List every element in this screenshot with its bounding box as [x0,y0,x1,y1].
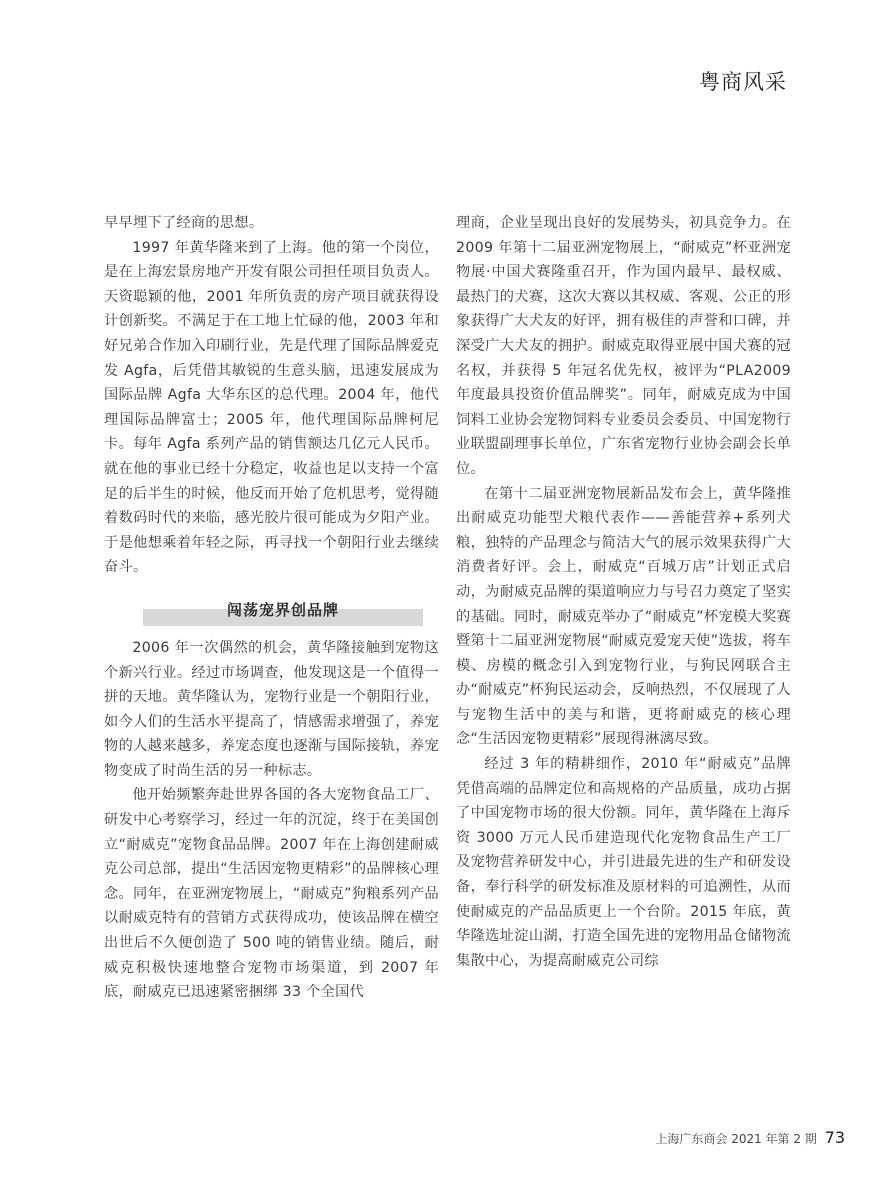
paragraph: 理商，企业呈现出良好的发展势头，初具竞争力。在 2009 年第十二届亚洲宠物展上，“耐威克”杯亚洲宠物展·中国犬赛隆重召开，作为国内最早、最权威、最热门的犬赛，这次大赛以其权威、客观、公正的形象获得广大犬友的好评，拥有极佳的声誉和口碑，并深受广大犬友的拥护。耐威克取得亚展中国犬赛的冠名权，并获得 5 年冠名优先权，被评为“PLA2009 年度最具投资价值品牌奖”。同年，耐威克成为中国饲料工业协会宠物饲料专业委员会委员、中国宠物行业联盟副理事长单位，广东省宠物行业协会副会长单位。 [456,215,791,477]
paragraph: 早早埋下了经商的思想。 [104,215,264,231]
paragraph: 他开始频繁奔赴世界各国的各大宠物食品工厂、研发中心考察学习，经过一年的沉淀，终于在美国创立“耐威克”宠物食品品牌。2007 年在上海创建耐威克公司总部，提出“生活因宠物更精彩”的品牌核心理念。同年，在亚洲宠物展上，“耐威克”狗粮系列产品以耐威克特有的营销方式获得成功，使该品牌在横空出世后不久便创造了 500 吨的销售业绩。随后，耐威克积极快速地整合宠物市场渠道，到 2007 年底，耐威克已迅速紧密捆绑 33 个全国代 [104,787,439,1001]
paragraph: 经过 3 年的精耕细作，2010 年“耐威克”品牌凭借高端的品牌定位和高规格的产品质量，成功占据了中国宠物市场的很大份额。同年，黄华隆在上海斥资 3000 万元人民币建造现代化宠物食品生产工厂及宠物营养研发中心，并引进最先进的生产和研发设备，奉行科学的研发标准及原材料的可追溯性，从而使耐威克的产品品质更上一个台阶。2015 年底，黄华隆选址淀山湖，打造全国先进的宠物用品仓储物流集散中心，为提高耐威克公司综 [456,756,791,969]
right-column [456,211,791,973]
section-title: 粤商风采 [699,70,787,94]
page-footer [655,1128,845,1147]
publication-info: 上海广东商会 2021 年第 2 期 [655,1132,817,1146]
paragraph: 2006 年一次偶然的机会，黄华隆接触到宠物这个新兴行业。经过市场调查，他发现这是一个值得一拼的天地。黄华隆认为，宠物行业是一个朝阳行业，如今人们的生活水平提高了，情感需求增强了，养宠物的人越来越多，养宠态度也逐渐与国际接轨，养宠物变成了时尚生活的另一种标志。 [104,639,439,779]
paragraph: 1997 年黄华隆来到了上海。他的第一个岗位，是在上海宏景房地产开发有限公司担任项目负责人。天资聪颖的他，2001 年所负责的房产项目就获得设计创新奖。不满足于在工地上忙碌的他，2003 年和好兄弟合作加入印刷行业，先是代理了国际品牌爱克发 Agfa，后凭借其敏锐的生意头脑，迅速发展成为国际品牌 Agfa 大华东区的总代理。2004 年，他代理国际品牌富士；2005 年，他代理国际品牌柯尼卡。每年 Agfa 系列产品的销售额达几亿元人民币。就在他的事业已经十分稳定，收益也足以支持一个富足的后半生的时候，他反而开始了危机思考，觉得随着数码时代的来临，感光胶片很可能成为夕阳产业。于是他想乘着年轻之际，再寻找一个朝阳行业去继续奋斗。 [104,239,439,576]
page-number: 73 [824,1128,845,1147]
paragraph: 在第十二届亚洲宠物展新品发布会上，黄华隆推出耐威克功能型犬粮代表作——善能营养+系列犬粮，独特的产品理念与简洁大气的展示效果获得广大消费者好评。会上，耐威克“百城万店”计划正式启动，为耐威克品牌的渠道响应力与号召力奠定了坚实的基础。同时，耐威克举办了“耐威克”杯宠模大奖赛暨第十二届亚洲宠物展“耐威克爱宠天使”选拔，将车模、房模的概念引入到宠物行业，与狗民网联合主办“耐威克”杯狗民运动会，反响热烈，不仅展现了人与宠物生活中的美与和谐，更将耐威克的核心理念“生活因宠物更精彩”展现得淋漓尽致。 [456,485,791,748]
left-column [104,211,439,1005]
subheading: 闯荡宠界创品牌 [143,598,423,626]
